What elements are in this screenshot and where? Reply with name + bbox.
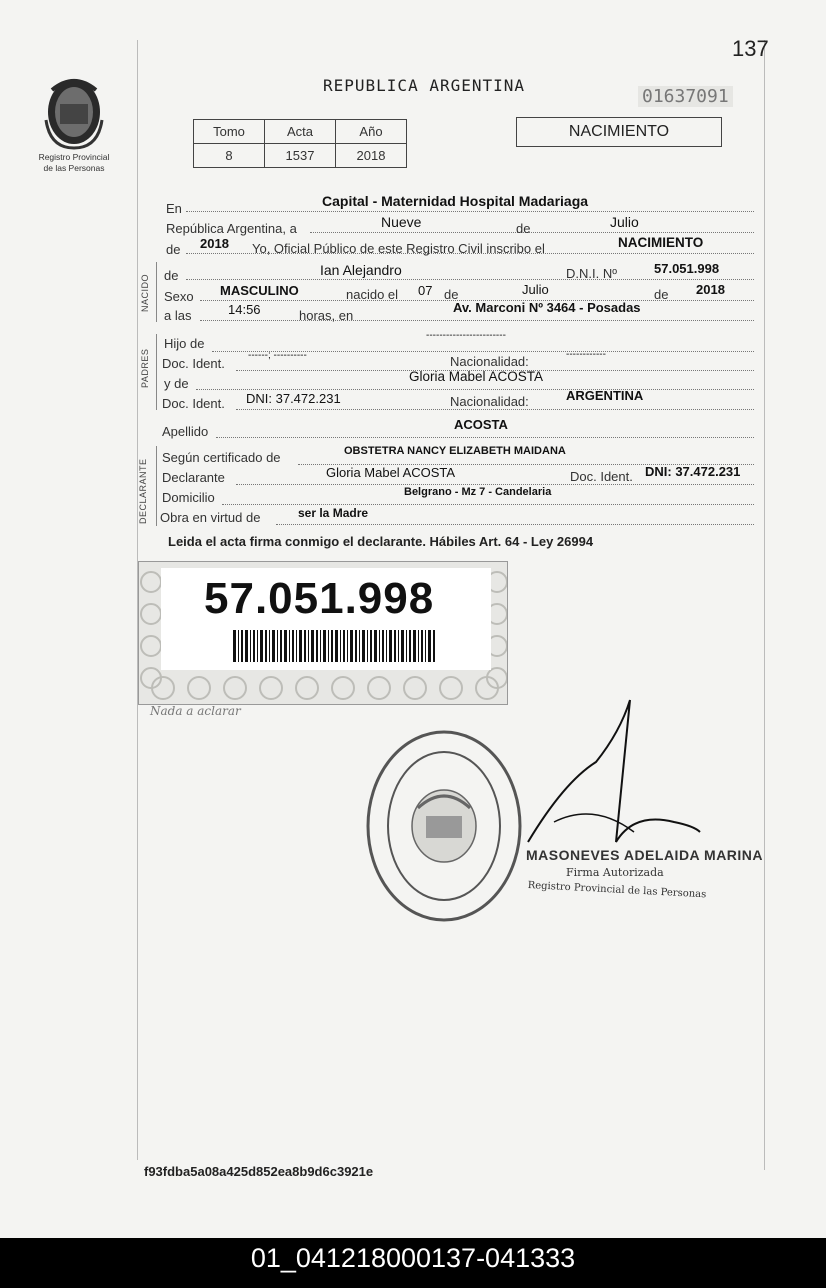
closing-statement: Leida el acta firma conmigo el declarante. Hábiles Art. 64 - Ley 26994 (168, 534, 594, 549)
birth-year: 2018 (696, 282, 725, 297)
table-header-tomo: Tomo (194, 120, 265, 144)
birth-de-label: de (444, 287, 459, 302)
father-nationality-label: Nacionalidad: (450, 354, 529, 369)
certificado-label: Según certificado de (162, 450, 281, 465)
table-header-acta: Acta (265, 120, 336, 144)
document-type-box: NACIMIENTO (516, 117, 722, 147)
section-bracket (156, 334, 157, 410)
domicilio-label: Domicilio (162, 490, 215, 505)
birth-de-label-2: de (654, 287, 669, 302)
right-margin-line (764, 40, 765, 1170)
table-header-anio: Año (336, 120, 407, 144)
footer-code-bar (0, 1238, 826, 1288)
birth-month: Julio (522, 282, 549, 297)
y-de-label: y de (164, 376, 189, 391)
nacido-el-label: nacido el (346, 287, 399, 302)
document-title: REPUBLICA ARGENTINA (323, 76, 526, 95)
obra-label: Obra en virtud de (160, 510, 261, 525)
signer-name: MASONEVES ADELAIDA MARINA (526, 847, 764, 863)
de2-label: de (166, 242, 181, 257)
official-seal (364, 728, 524, 924)
a-las-label: a las (164, 308, 192, 323)
table-value-anio: 2018 (336, 144, 407, 168)
birth-time: 14:56 (228, 302, 261, 317)
apellido-label: Apellido (162, 424, 209, 439)
father-nationality: ------------ (566, 349, 606, 360)
padres-section-label: PADRES (140, 348, 150, 388)
horas-label: horas, en (299, 308, 354, 323)
registry-table (193, 119, 407, 168)
barcode (233, 630, 435, 662)
registration-day: Nueve (381, 214, 422, 230)
dotted-line (310, 214, 754, 233)
signer-organization: Registro Provincial de las Personas (527, 880, 707, 901)
republica-label: República Argentina, a (166, 221, 297, 236)
section-bracket (156, 262, 157, 322)
child-name: Ian Alejandro (320, 262, 402, 278)
domicilio-value: Belgrano - Mz 7 - Candelaria (404, 486, 552, 498)
mother-doc-label: Doc. Ident. (162, 396, 225, 411)
provincial-registry-logo (38, 70, 110, 152)
footer-code: 01_041218000137-041333 (250, 1243, 576, 1273)
place-of-birth-institution: Capital - Maternidad Hospital Madariaga (322, 193, 589, 209)
table-value-acta: 1537 (265, 144, 336, 168)
registration-month: Julio (610, 214, 639, 230)
table-value-tomo: 8 (194, 144, 265, 168)
sticker-dni-number: 57.051.998 (204, 574, 435, 623)
sexo-value: MASCULINO (220, 283, 299, 298)
signature (524, 692, 704, 852)
en-label: En (166, 201, 182, 216)
de-label: de (516, 221, 531, 236)
registration-year: 2018 (200, 236, 229, 251)
signer-role: Firma Autorizada (566, 866, 664, 879)
declarante-section-label: DECLARANTE (138, 458, 148, 524)
declarante-doc-label: Doc. Ident. (570, 469, 633, 484)
nacido-de-label: de (164, 268, 179, 283)
obra-value: ser la Madre (298, 506, 369, 520)
document-hash: f93fdba5a08a425d852ea8b9d6c3921e (144, 1164, 374, 1179)
declarante-value: Gloria Mabel ACOSTA (326, 465, 456, 480)
inscribo-value: NACIMIENTO (618, 235, 704, 250)
father-doc-label: Doc. Ident. (162, 356, 225, 371)
dni-label: D.N.I. Nº (566, 266, 617, 281)
father-name: ------------------------ (426, 330, 506, 341)
certificado-value: OBSTETRA NANCY ELIZABETH MAIDANA (344, 445, 566, 457)
serial-number: 01637091 (638, 86, 733, 107)
birth-address: Av. Marconi Nº 3464 - Posadas (453, 300, 641, 315)
mother-nationality: ARGENTINA (566, 388, 644, 403)
page-number: 137 (732, 36, 769, 61)
child-dni: 57.051.998 (654, 261, 720, 276)
mother-name: Gloria Mabel ACOSTA (409, 369, 544, 384)
apellido-value: ACOSTA (454, 417, 508, 432)
handwritten-note: Nada a aclarar (150, 704, 241, 718)
logo-caption: Registro Provincial de las Personas (38, 152, 110, 173)
mother-doc-value: DNI: 37.472.231 (246, 391, 341, 406)
birth-day: 07 (418, 283, 433, 298)
section-bracket (156, 446, 157, 526)
declarante-label: Declarante (162, 470, 225, 485)
hijo-de-label: Hijo de (164, 336, 205, 351)
father-doc-value: ------; ---------- (248, 350, 307, 361)
nacido-section-label: NACIDO (140, 273, 150, 312)
declarante-doc-value: DNI: 37.472.231 (645, 464, 741, 479)
sexo-label: Sexo (164, 289, 194, 304)
oficial-text: Yo, Oficial Público de este Registro Civil inscribo el (252, 241, 545, 256)
mother-nationality-label: Nacionalidad: (450, 394, 529, 409)
